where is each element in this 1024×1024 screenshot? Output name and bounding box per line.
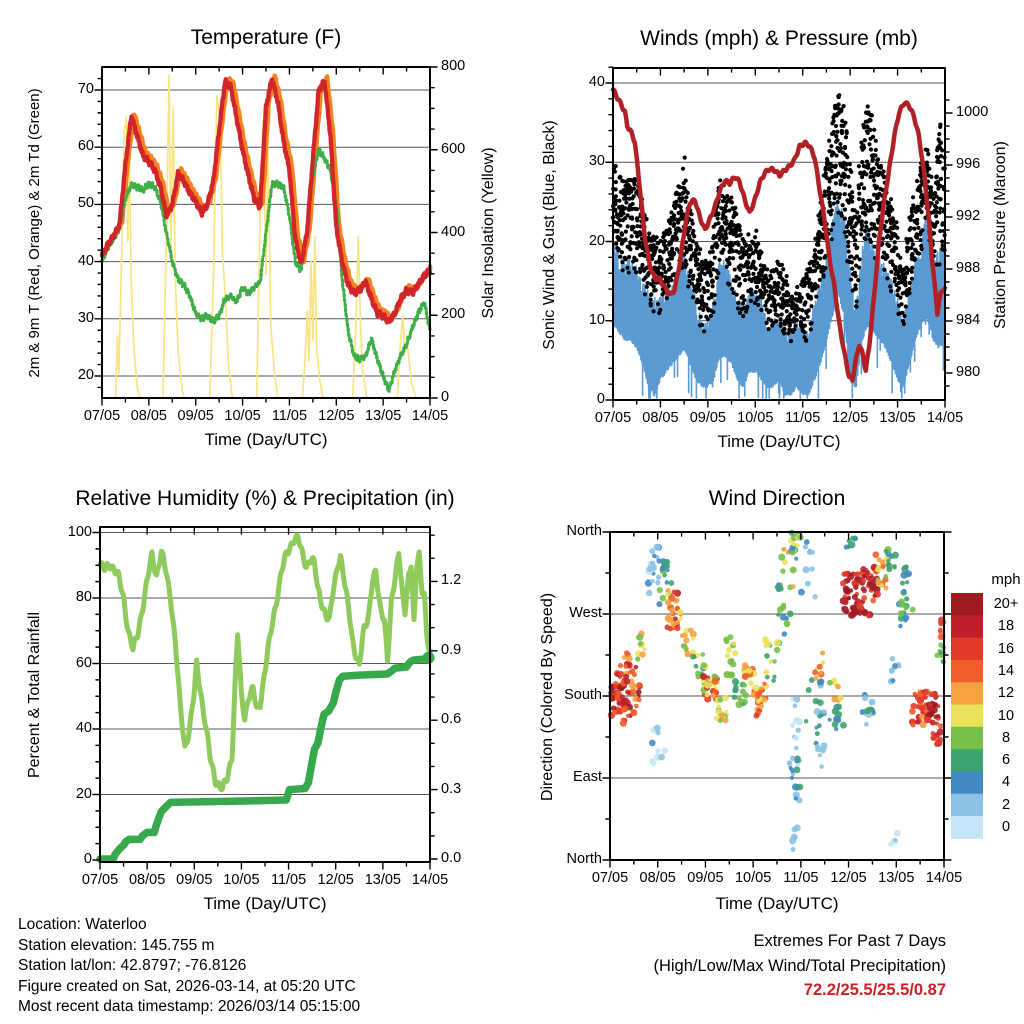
- y-right-tick-label: 996: [956, 156, 981, 172]
- temperature-yaxis-right-label: Solar Insolation (Yellow): [480, 147, 497, 319]
- x-tick-label: 09/05: [176, 872, 213, 888]
- x-tick-label: 10/05: [224, 408, 261, 424]
- x-tick-label: 09/05: [689, 410, 726, 426]
- y-left-tick-label: 100: [67, 523, 92, 540]
- x-tick-label: 13/05: [364, 408, 402, 424]
- x-tick-label: 10/05: [223, 872, 260, 888]
- x-tick-label: 07/05: [594, 410, 632, 426]
- wind-yaxis-left-label: Sonic Wind & Gust (Blue, Black): [541, 120, 558, 350]
- speed-legend-label: 10: [997, 707, 1015, 724]
- temperature-xaxis-label: Time (Day/UTC): [204, 430, 328, 449]
- y-right-tick-label: 200: [441, 306, 466, 323]
- figure-created-timestamp: Figure created on Sat, 2026-03-14, at 05:20 UTC: [18, 977, 356, 995]
- temperature-yaxis-left-label: 2m & 9m T (Red, Orange) & 2m Td (Green): [26, 88, 43, 378]
- x-tick-label: 09/05: [687, 870, 724, 886]
- y-left-tick-label: 0: [83, 851, 92, 867]
- extremes-heading: Extremes For Past 7 Days: [753, 932, 946, 950]
- speed-legend-label: 0: [1001, 819, 1011, 835]
- station-elevation: Station elevation: 145.755 m: [18, 936, 215, 954]
- wind-xaxis-label: Time (Day/UTC): [717, 432, 841, 451]
- x-tick-label: 14/05: [926, 410, 964, 426]
- x-tick-label: 08/05: [130, 408, 167, 424]
- speed-legend-label: 8: [1001, 729, 1011, 746]
- direction-yaxis-left-label: Direction (Colored By Speed): [539, 592, 556, 802]
- y-right-tick-label: 400: [441, 223, 466, 240]
- x-tick-label: 09/05: [177, 408, 214, 424]
- y-right-tick-label: 0.6: [441, 711, 462, 728]
- y-left-tick-label: 20: [75, 785, 92, 802]
- x-tick-label: 11/05: [271, 408, 308, 424]
- y-right-tick-label: 0: [441, 389, 450, 405]
- x-tick-label: 11/05: [785, 410, 821, 426]
- y-left-tick-label: South: [564, 687, 602, 703]
- x-tick-label: 12/05: [317, 872, 354, 888]
- y-left-tick-label: 30: [588, 153, 605, 170]
- y-left-tick-label: 60: [75, 654, 92, 671]
- y-right-tick-label: 600: [441, 140, 466, 157]
- y-right-tick-label: 0.0: [441, 850, 462, 866]
- x-tick-label: 08/05: [128, 872, 166, 888]
- y-right-tick-label: 988: [956, 260, 981, 276]
- y-left-tick-label: 60: [77, 138, 94, 155]
- x-tick-label: 10/05: [734, 870, 772, 886]
- y-left-tick-label: 20: [77, 367, 94, 383]
- y-left-tick-label: 70: [77, 81, 94, 97]
- speed-legend-label: 14: [997, 662, 1015, 679]
- x-tick-label: 07/05: [83, 408, 121, 424]
- wind-direction-panel-title: Wind Direction: [708, 487, 846, 510]
- x-tick-label: 14/05: [411, 408, 449, 424]
- extremes-subheading: (High/Low/Max Wind/Total Precipitation): [653, 956, 946, 975]
- y-left-tick-label: 10: [588, 311, 605, 328]
- recent-data-timestamp: Most recent data timestamp: 2026/03/14 05:15:00: [18, 998, 361, 1015]
- pressure-yaxis-right-label: Station Pressure (Maroon): [992, 141, 1009, 329]
- x-tick-label: 08/05: [642, 410, 679, 426]
- y-right-tick-label: 980: [956, 364, 981, 380]
- y-left-tick-label: 0: [596, 391, 605, 407]
- speed-legend-label: 2: [1001, 796, 1011, 813]
- speed-legend-label: 12: [997, 685, 1015, 702]
- humidity-xaxis-label: Time (Day/UTC): [203, 894, 327, 913]
- y-left-tick-label: 20: [588, 232, 605, 249]
- y-left-tick-label: North: [566, 851, 602, 867]
- y-left-tick-label: 30: [77, 309, 94, 326]
- x-tick-label: 07/05: [591, 870, 629, 886]
- speed-legend-label: 6: [1001, 752, 1011, 769]
- y-left-tick-label: North: [566, 523, 602, 539]
- humidity-yaxis-left-label: Percent & Total Rainfall: [26, 612, 43, 779]
- speed-legend-label: 18: [997, 618, 1015, 635]
- station-latlon: Station lat/lon: 42.8797; -76.8126: [18, 957, 247, 974]
- y-left-tick-label: 40: [75, 720, 92, 736]
- x-tick-label: 12/05: [831, 410, 869, 426]
- x-tick-label: 12/05: [830, 870, 867, 886]
- y-left-tick-label: 50: [77, 195, 94, 212]
- y-left-tick-label: West: [569, 605, 602, 621]
- x-tick-label: 07/05: [81, 872, 119, 888]
- x-tick-label: 11/05: [270, 872, 307, 888]
- temperature-panel-title: Temperature (F): [190, 26, 342, 49]
- speed-legend-title: mph: [991, 571, 1021, 588]
- x-tick-label: 10/05: [737, 410, 774, 426]
- y-right-tick-label: 992: [956, 208, 981, 224]
- y-left-tick-label: 40: [588, 74, 605, 90]
- y-right-tick-label: 1000: [956, 104, 989, 120]
- x-tick-label: 14/05: [925, 870, 963, 886]
- extremes-block: [653, 929, 946, 1003]
- y-right-tick-label: 0.3: [441, 780, 462, 797]
- y-right-tick-label: 800: [441, 58, 466, 74]
- speed-legend-label: 4: [1001, 774, 1011, 791]
- y-right-tick-label: 0.9: [441, 641, 462, 658]
- speed-legend-label: 16: [997, 640, 1015, 657]
- station-location: Location: Waterloo: [18, 916, 147, 933]
- x-tick-label: 08/05: [639, 870, 676, 886]
- extremes-values: 72.2/25.5/25.5/0.87: [803, 981, 946, 999]
- x-tick-label: 13/05: [878, 870, 915, 886]
- x-tick-label: 13/05: [364, 872, 401, 888]
- humidity-precip-panel-title: Relative Humidity (%) & Precipitation (in): [75, 487, 455, 510]
- x-tick-label: 12/05: [318, 408, 355, 424]
- y-left-tick-label: 80: [75, 589, 92, 605]
- station-info-block: [18, 915, 360, 1018]
- x-tick-label: 14/05: [411, 872, 449, 888]
- y-left-tick-label: 40: [77, 252, 94, 269]
- winds-pressure-panel-title: Winds (mph) & Pressure (mb): [640, 27, 918, 50]
- direction-xaxis-label: Time (Day/UTC): [715, 894, 839, 913]
- y-right-tick-label: 984: [956, 312, 981, 328]
- x-tick-label: 11/05: [783, 870, 819, 886]
- y-right-tick-label: 1.2: [441, 572, 462, 589]
- speed-legend-label: 20+: [993, 596, 1019, 612]
- x-tick-label: 13/05: [879, 410, 916, 426]
- y-left-tick-label: East: [572, 769, 602, 785]
